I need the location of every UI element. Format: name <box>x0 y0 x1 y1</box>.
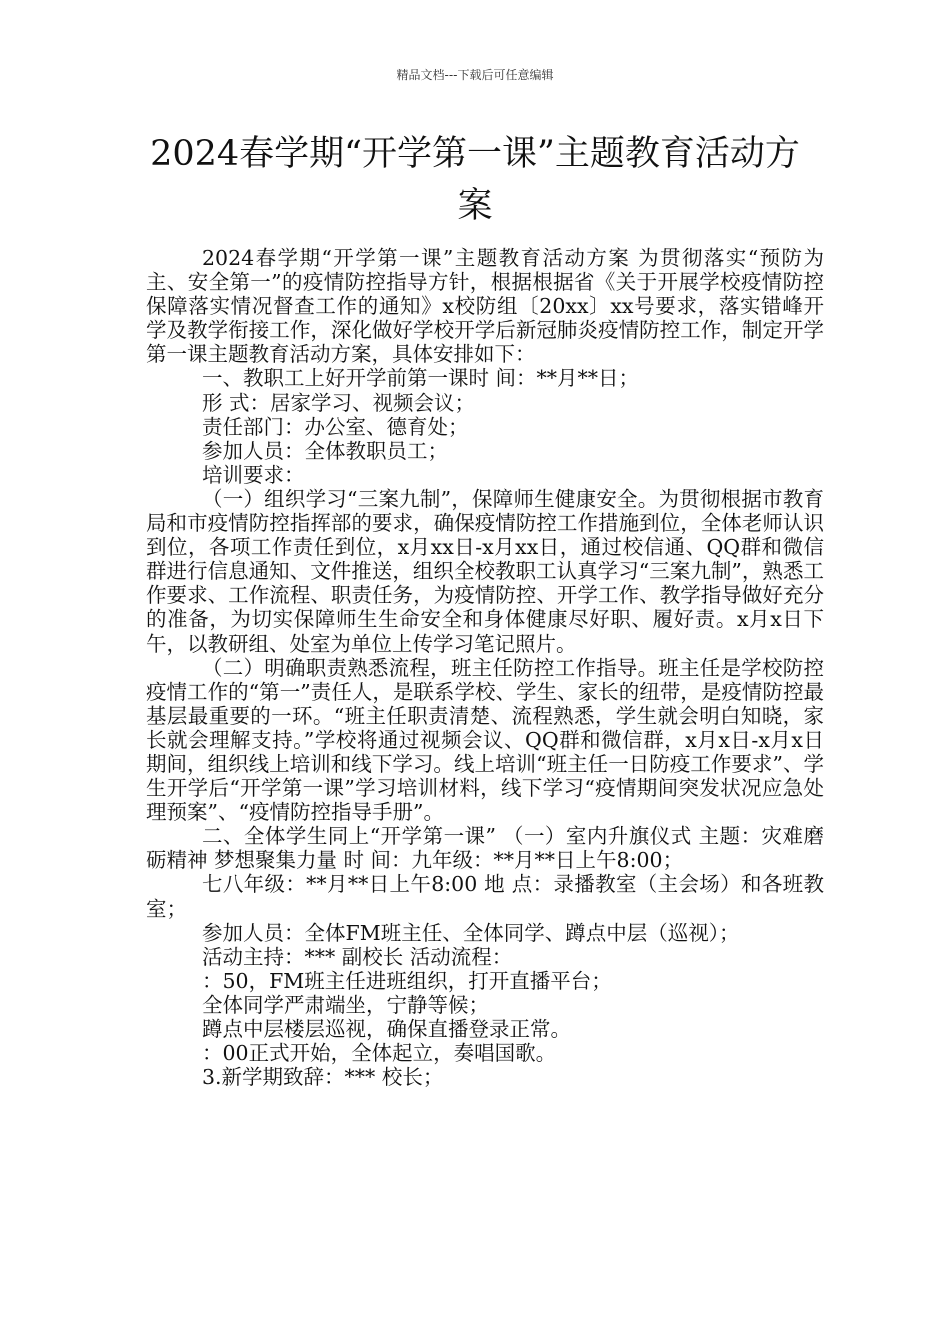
section-heading-staff-first-lesson: 一、教职工上好开学前第一课时 间：**月**日； <box>202 366 640 391</box>
process-step-line: 3.新学期致辞：*** 校长； <box>202 1065 444 1090</box>
paragraph-study-plan: （一）组织学习“三案九制”，保障师生健康安全。为贯彻根据市教育局和市疫情防控指挥部的要求，确保疫情防控工作措施到位，全体老师认识到位，各项工作责任到位，x月xx日-x月xx日，通过校信通、QQ群和微信群进行信息通知、文件推送，组织全校教职工认真学习“三案九制”，熟悉工作要求、工作流程、职责任务，为疫情防控、开学工作、教学指导做好充分的准备，为切实保障师生生命安全和身体健康尽好职、履好责。x月x日下午，以教研组、处室为单位上传学习笔记照片。 <box>146 486 824 656</box>
document-title: 2024春学期“开学第一课”主题教育活动方案 <box>150 134 800 226</box>
section-heading-student-first-lesson: 二、全体学生同上“开学第一课” （一）室内升旗仪式 主题：灾难磨砺精神 梦想聚集力量 时 间：九年级：**月**日上午8:00； <box>146 824 824 873</box>
document-body <box>146 246 824 1089</box>
training-requirements-line: 培训要求： <box>202 462 305 487</box>
grade-time-location-line: 七八年级：**月**日上午8:00 地 点：录播教室（主会场）和各班教室； <box>146 872 824 921</box>
department-line: 责任部门：办公室、德育处； <box>202 414 469 439</box>
ceremony-participants-line: 参加人员：全体FM班主任、全体同学、蹲点中层（巡视）； <box>202 920 740 945</box>
paragraph-intro: 2024春学期“开学第一课”主题教育活动方案 为贯彻落实“预防为主、安全第一”的疫情防控指导方针，根据根据省《关于开展学校疫情防控保障落实情况督查工作的通知》x校防组〔20xx〕xx号要求，落实错峰开学及教学衔接工作，深化做好学校开学后新冠肺炎疫情防控工作，制定开学第一课主题教育活动方案，具体安排如下： <box>146 246 824 367</box>
process-step-line: 蹲点中层楼层巡视，确保直播登录正常。 <box>202 1017 571 1041</box>
process-step-line: ：50，FM班主任进班组织，打开直播平台； <box>202 968 612 993</box>
format-line: 形 式：居家学习、视频会议； <box>202 390 476 415</box>
header-note: 精品文档---下载后可任意编辑 <box>396 68 554 82</box>
participants-line: 参加人员：全体教职员工； <box>202 438 448 463</box>
process-step-line: ：00正式开始，全体起立，奏唱国歌。 <box>202 1041 557 1066</box>
paragraph-teacher-duties: （二）明确职责熟悉流程，班主任防控工作指导。班主任是学校防控疫情工作的“第一”责任人，是联系学校、学生、家长的纽带，是疫情防控最基层最重要的一环。“班主任职责清楚、流程熟悉，学生就会明白知晓，家长就会理解支持。”学校将通过视频会议、QQ群和微信群，x月x日-x月x日期间，组织线上培训和线下学习。线上培训“班主任一日防疫工作要求”、学生开学后“开学第一课”学习培训材料，线下学习“疫情期间突发状况应急处理预案”、“疫情防控指导手册”。 <box>146 655 824 825</box>
process-step-line: 全体同学严肃端坐，宁静等候； <box>202 992 489 1017</box>
host-line: 活动主持：*** 副校长 活动流程： <box>202 944 513 969</box>
